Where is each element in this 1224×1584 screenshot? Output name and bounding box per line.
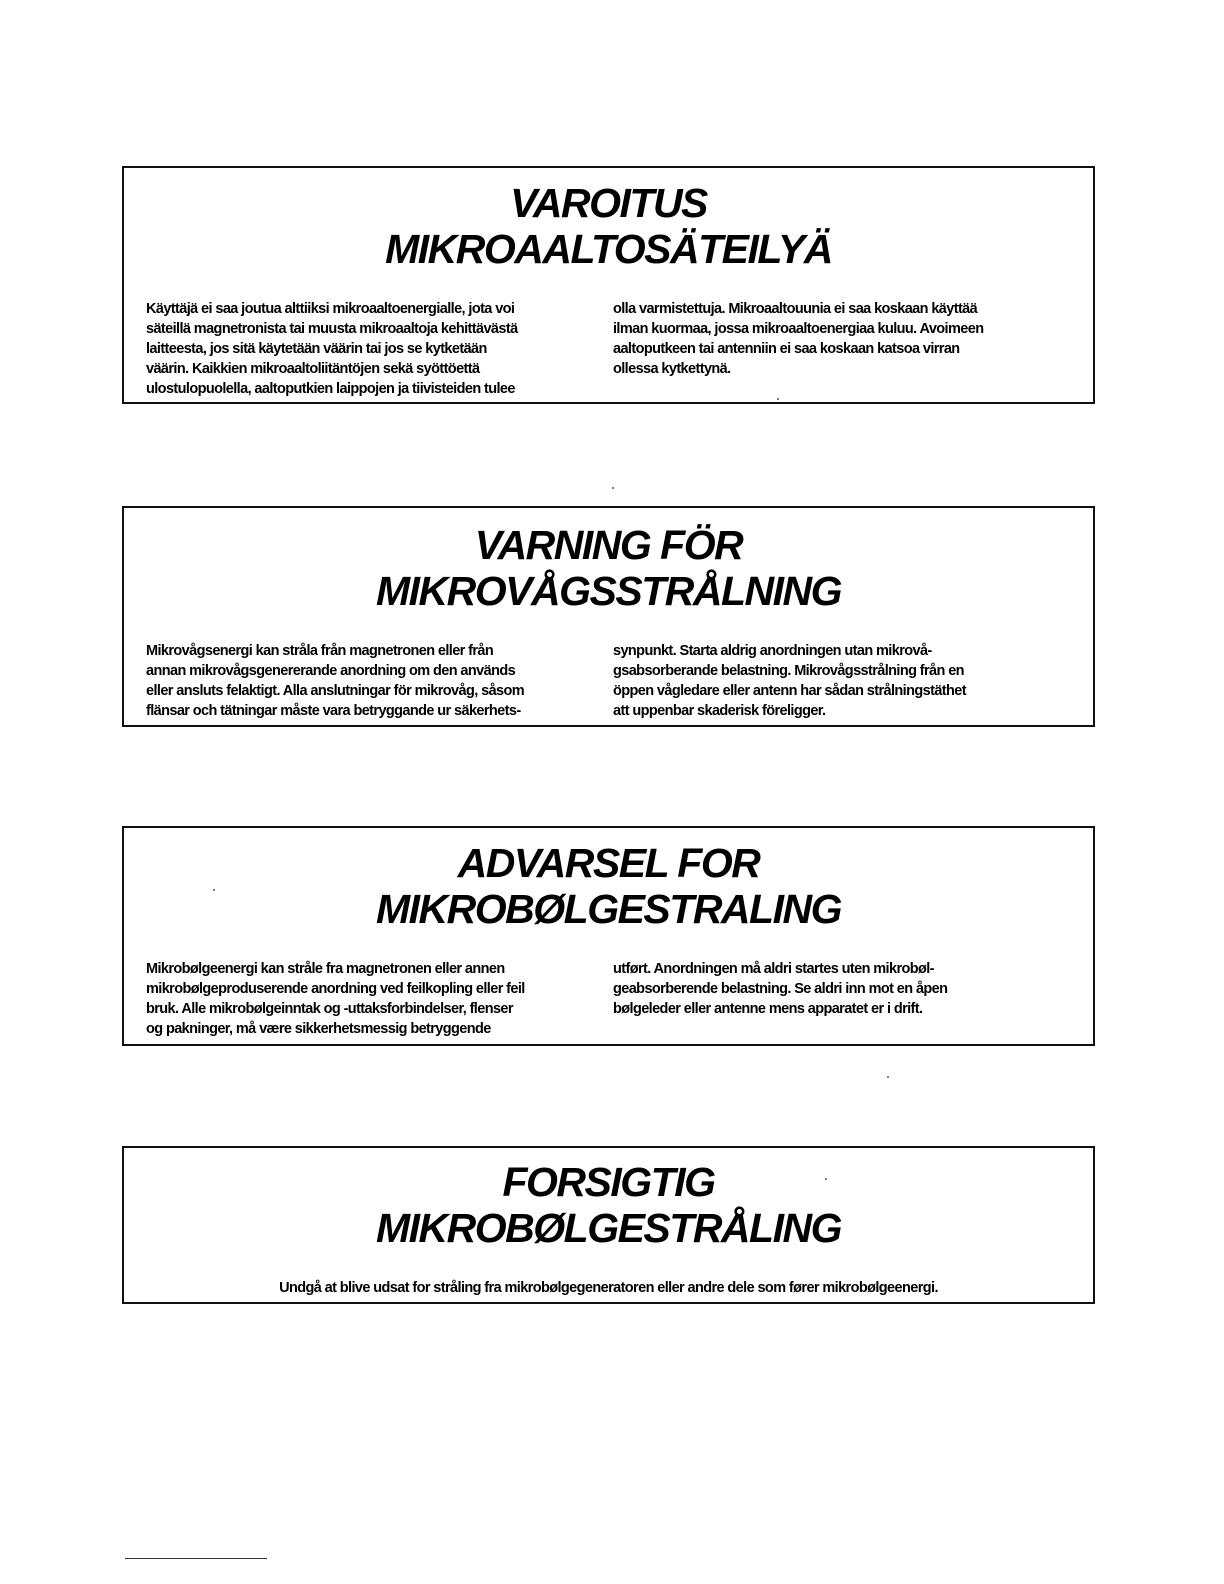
- warning-body-left: Mikrobølgeenergi kan stråle fra magnetronen eller annen mikrobølgeproduserende anordning ved feilkopling eller feil bruk. Alle mikrobølgeinntak og -uttaksforbindelser, flenser og pakninger, må være sikkerhetsmessig betryggende: [146, 961, 525, 1037]
- warning-box-swedish: [122, 506, 1095, 727]
- warning-title-line-1: VARNING FÖR: [474, 522, 743, 568]
- footnote-rule: [125, 1558, 267, 1559]
- warning-title: [124, 522, 1093, 614]
- scan-speck: [213, 889, 215, 891]
- warning-body-right: synpunkt. Starta aldrig anordningen utan mikrovå- gsabsorberande belastning. Mikrovågsstrålning från en öppen vågledare eller antenn har sådan strålningstäthet att uppenbar skaderisk föreligger.: [613, 643, 966, 719]
- warning-title-line-2: MIKROVÅGSSTRÅLNING: [376, 568, 841, 614]
- warning-body: Undgå at blive udsat for stråling fra mikrobølgegeneratoren eller andre dele som fører mikrobølgeenergi.: [279, 1280, 938, 1296]
- warning-body-left: Mikrovågsenergi kan stråla från magnetronen eller från annan mikrovågsgenererande anordning om den används eller ansluts felaktigt. Alla anslutningar för mikrovåg, såsom flänsar och tätningar måste vara betryggande ur säkerhets-: [146, 643, 525, 719]
- scan-speck: [825, 1178, 827, 1180]
- warning-box-finnish: [122, 166, 1095, 404]
- warning-body-right: olla varmistettuja. Mikroaaltouunia ei saa koskaan käyttää ilman kuormaa, jossa mikroaaltoenergiaa kuluu. Avoimeen aaltoputkeen tai antenniin ei saa koskaan katsoa virran ollessa kytkettynä.: [613, 301, 984, 377]
- warning-title: [124, 840, 1093, 932]
- warning-title-line-1: ADVARSEL FOR: [457, 840, 760, 886]
- warning-title-line-1: VAROITUS: [510, 180, 707, 226]
- warning-box-norwegian: [122, 826, 1095, 1046]
- scan-speck: [777, 398, 779, 400]
- warning-title-line-2: MIKROBØLGESTRÅLING: [376, 1205, 841, 1251]
- warning-body-right: utført. Anordningen må aldri startes uten mikrobøl- geabsorberende belastning. Se aldri inn mot en åpen bølgeleder eller antenne mens apparatet er i drift.: [613, 961, 948, 1017]
- warning-body-left: Käyttäjä ei saa joutua alttiiksi mikroaaltoenergialle, jota voi säteillä magnetronista tai muusta mikroaaltoja kehittävästä laitteesta, jos sitä käytetään väärin tai jos se kytketään väärin. Kaikkien mikroaaltoliitäntöjen sekä syöttöettä ulostulopuolella, aaltoputkien laippojen ja tiivisteiden tulee: [146, 301, 518, 397]
- warning-title: [124, 1159, 1093, 1251]
- warning-title-line-1: FORSIGTIG: [502, 1159, 715, 1205]
- warning-title-line-2: MIKROBØLGESTRALING: [376, 886, 841, 932]
- scan-speck: [887, 1076, 889, 1078]
- warning-body-columns: [146, 299, 1063, 399]
- warning-body-columns: [146, 959, 1063, 1039]
- warning-title: [124, 180, 1093, 272]
- scan-speck: [612, 487, 614, 489]
- warning-body-columns: [146, 641, 1063, 721]
- warning-box-danish: [122, 1146, 1095, 1304]
- warning-title-line-2: MIKROAALTOSÄTEILYÄ: [385, 226, 832, 272]
